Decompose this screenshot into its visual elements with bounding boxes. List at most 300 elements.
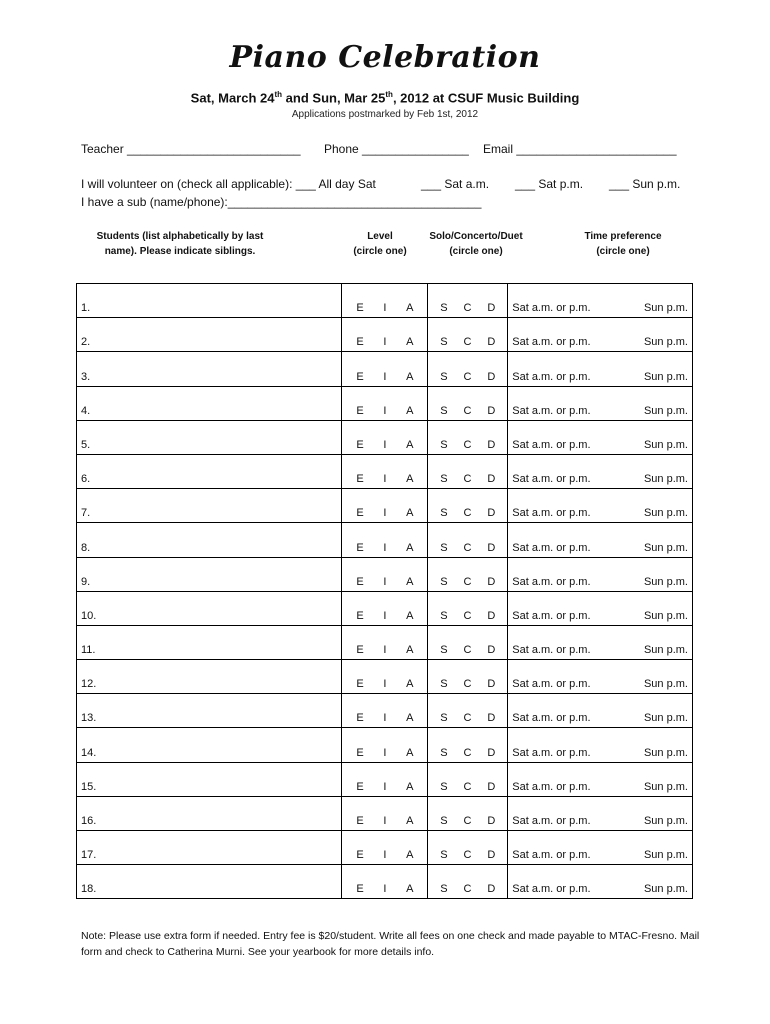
date-part-b: and Sun, Mar 25 (282, 90, 386, 106)
type-cell (428, 489, 508, 523)
type-option[interactable]: D (487, 746, 496, 759)
type-option[interactable]: D (487, 575, 496, 588)
time-option[interactable]: Sat a.m. or p.m. (512, 404, 591, 417)
type-header (418, 229, 534, 259)
time-header-sub: (circle one) (596, 246, 650, 257)
type-cell (428, 352, 508, 386)
table-row (77, 489, 693, 523)
level-option[interactable]: I (383, 575, 387, 588)
type-option[interactable]: S (440, 883, 448, 896)
time-option[interactable]: Sun p.m. (643, 541, 688, 554)
student-name-cell[interactable]: 4. (77, 386, 342, 420)
type-option[interactable]: D (487, 883, 496, 896)
type-option[interactable]: S (440, 644, 448, 657)
type-header-label: Solo/Concerto/Duet (429, 231, 523, 242)
time-option[interactable]: Sun p.m. (643, 883, 688, 896)
level-cell (342, 591, 428, 625)
type-option[interactable]: S (440, 302, 448, 315)
time-header-label: Time preference (584, 231, 662, 242)
time-cell (508, 591, 693, 625)
type-option[interactable]: C (463, 644, 472, 657)
time-option[interactable]: Sat a.m. or p.m. (512, 507, 591, 520)
time-options (512, 371, 688, 383)
level-cell (342, 557, 428, 591)
type-option[interactable]: D (487, 473, 496, 486)
time-option[interactable]: Sun p.m. (643, 507, 688, 520)
type-options (432, 473, 503, 485)
level-option[interactable]: A (406, 404, 414, 417)
type-option[interactable]: D (487, 815, 496, 827)
type-option[interactable]: S (440, 370, 448, 383)
level-option[interactable]: I (383, 336, 387, 349)
level-header-sub: (circle one) (353, 246, 407, 257)
type-option[interactable]: C (463, 780, 472, 793)
time-options (512, 507, 688, 519)
level-options (346, 439, 423, 451)
time-option[interactable]: Sat a.m. or p.m. (512, 609, 591, 622)
type-cell (428, 420, 508, 454)
type-option[interactable]: C (463, 541, 472, 554)
level-option[interactable]: I (383, 678, 387, 691)
level-option[interactable]: A (406, 678, 414, 691)
type-options (432, 678, 503, 690)
type-options (432, 371, 503, 383)
student-name-cell[interactable]: 10. (77, 591, 342, 625)
type-cell (428, 557, 508, 591)
type-option[interactable]: C (463, 438, 472, 451)
time-option[interactable]: Sun p.m. (643, 609, 688, 622)
level-option[interactable]: I (383, 507, 387, 520)
level-cell (342, 454, 428, 488)
student-name-cell[interactable]: 7. (77, 489, 342, 523)
date-part-a: Sat, March 24 (190, 90, 275, 106)
student-name-cell[interactable]: 3. (77, 352, 342, 386)
type-option[interactable]: D (487, 438, 496, 451)
type-cell (428, 318, 508, 352)
time-option[interactable]: Sun p.m. (643, 780, 688, 793)
type-option[interactable]: S (440, 473, 448, 486)
level-header (340, 229, 420, 259)
type-options (432, 849, 503, 861)
type-option[interactable]: C (463, 746, 472, 759)
table-row (77, 557, 693, 591)
time-options (512, 747, 688, 759)
type-option[interactable]: S (440, 609, 448, 622)
time-option[interactable]: Sat a.m. or p.m. (512, 336, 591, 349)
table-row (77, 284, 693, 318)
level-option[interactable]: A (406, 438, 414, 451)
type-options (432, 712, 503, 724)
type-options (432, 781, 503, 793)
type-cell (428, 625, 508, 659)
type-option[interactable]: S (440, 575, 448, 588)
time-cell (508, 660, 693, 694)
level-option[interactable]: A (406, 609, 414, 622)
level-header-label: Level (367, 231, 393, 242)
type-options (432, 439, 503, 451)
time-options (512, 781, 688, 793)
time-cell (508, 625, 693, 659)
type-options (432, 336, 503, 348)
student-name-cell[interactable]: 5. (77, 420, 342, 454)
level-option[interactable]: A (406, 712, 414, 725)
type-option[interactable]: C (463, 883, 472, 896)
time-option[interactable]: Sun p.m. (643, 575, 688, 588)
level-cell (342, 865, 428, 899)
table-row (77, 831, 693, 865)
sub-field[interactable]: I have a sub (name/phone):______________________________________ (81, 195, 482, 209)
type-option[interactable]: D (487, 302, 496, 315)
student-name-cell[interactable]: 8. (77, 523, 342, 557)
type-option[interactable]: S (440, 712, 448, 725)
level-option[interactable]: I (383, 404, 387, 417)
level-options (346, 781, 423, 793)
level-cell (342, 386, 428, 420)
level-cell (342, 660, 428, 694)
time-option[interactable]: Sat a.m. or p.m. (512, 780, 591, 793)
time-cell (508, 523, 693, 557)
level-cell (342, 728, 428, 762)
level-option[interactable]: I (383, 883, 387, 896)
time-options (512, 678, 688, 690)
type-options (432, 302, 503, 314)
type-cell (428, 386, 508, 420)
level-option[interactable]: A (406, 473, 414, 486)
level-option[interactable]: I (383, 473, 387, 486)
time-options (512, 439, 688, 451)
time-cell (508, 386, 693, 420)
type-cell (428, 694, 508, 728)
level-options (346, 371, 423, 383)
time-option[interactable]: Sun p.m. (643, 473, 688, 486)
type-option[interactable]: C (463, 849, 472, 862)
time-options (512, 610, 688, 622)
time-options (512, 405, 688, 417)
type-option[interactable]: D (487, 780, 496, 793)
type-option[interactable]: S (440, 746, 448, 759)
type-options (432, 542, 503, 554)
type-cell (428, 660, 508, 694)
table-row (77, 454, 693, 488)
level-cell (342, 831, 428, 865)
level-option[interactable]: E (356, 541, 364, 554)
type-options (432, 576, 503, 588)
student-name-cell[interactable]: 2. (77, 318, 342, 352)
level-option[interactable]: A (406, 302, 414, 315)
table-row (77, 352, 693, 386)
time-options (512, 473, 688, 485)
time-option[interactable]: Sun p.m. (643, 336, 688, 349)
student-name-cell[interactable]: 11. (77, 625, 342, 659)
time-cell (508, 284, 693, 318)
level-option[interactable]: A (406, 507, 414, 520)
students-table-body (77, 284, 693, 899)
type-option[interactable]: D (487, 849, 496, 862)
time-option[interactable]: Sun p.m. (643, 370, 688, 383)
time-option[interactable]: Sat a.m. or p.m. (512, 712, 591, 725)
time-option[interactable]: Sun p.m. (643, 678, 688, 691)
student-name-cell[interactable]: 15. (77, 762, 342, 796)
level-option[interactable]: A (406, 575, 414, 588)
teacher-field[interactable]: Teacher __________________________ (81, 142, 301, 156)
level-options (346, 644, 423, 656)
student-name-cell[interactable]: 1. (77, 284, 342, 318)
level-cell (342, 625, 428, 659)
time-option[interactable]: Sat a.m. or p.m. (512, 541, 591, 554)
level-option[interactable]: E (356, 507, 364, 520)
time-header (560, 229, 686, 259)
time-option[interactable]: Sat a.m. or p.m. (512, 678, 591, 691)
level-option[interactable]: E (356, 609, 364, 622)
time-options (512, 576, 688, 588)
level-option[interactable]: E (356, 438, 364, 451)
level-cell (342, 489, 428, 523)
type-option[interactable]: S (440, 507, 448, 520)
time-option[interactable]: Sat a.m. or p.m. (512, 438, 591, 451)
time-options (512, 644, 688, 656)
level-option[interactable]: A (406, 541, 414, 554)
level-option[interactable]: E (356, 780, 364, 793)
level-option[interactable]: A (406, 883, 414, 896)
type-cell (428, 523, 508, 557)
time-cell (508, 557, 693, 591)
level-option[interactable]: A (406, 746, 414, 759)
type-option[interactable]: D (487, 712, 496, 725)
time-option[interactable]: Sun p.m. (643, 815, 688, 827)
level-option[interactable]: I (383, 541, 387, 554)
type-option[interactable]: C (463, 404, 472, 417)
level-option[interactable]: I (383, 712, 387, 725)
level-option[interactable]: E (356, 370, 364, 383)
level-option[interactable]: I (383, 609, 387, 622)
type-cell (428, 284, 508, 318)
type-option[interactable]: C (463, 473, 472, 486)
type-cell (428, 865, 508, 899)
level-cell (342, 694, 428, 728)
level-option[interactable]: A (406, 849, 414, 862)
time-option[interactable]: Sat a.m. or p.m. (512, 644, 591, 657)
type-option[interactable]: S (440, 815, 448, 827)
level-option[interactable]: E (356, 712, 364, 725)
time-option[interactable]: Sun p.m. (643, 644, 688, 657)
type-option[interactable]: C (463, 712, 472, 725)
time-options (512, 302, 688, 314)
type-options (432, 507, 503, 519)
table-row (77, 728, 693, 762)
level-option[interactable]: E (356, 302, 364, 315)
time-options (512, 542, 688, 554)
level-option[interactable]: A (406, 644, 414, 657)
type-option[interactable]: S (440, 780, 448, 793)
date-part-c: , 2012 at CSUF Music Building (392, 90, 580, 106)
time-cell (508, 796, 693, 830)
type-option[interactable]: S (440, 849, 448, 862)
time-option[interactable]: Sat a.m. or p.m. (512, 370, 591, 383)
level-cell (342, 318, 428, 352)
level-option[interactable]: I (383, 302, 387, 315)
level-option[interactable]: I (383, 438, 387, 451)
time-options (512, 883, 688, 895)
students-table (76, 283, 693, 899)
level-options (346, 610, 423, 622)
level-option[interactable]: E (356, 644, 364, 657)
level-option[interactable]: I (383, 849, 387, 862)
level-cell (342, 523, 428, 557)
table-row (77, 318, 693, 352)
type-options (432, 815, 503, 827)
level-option[interactable]: A (406, 336, 414, 349)
level-cell (342, 352, 428, 386)
level-options (346, 405, 423, 417)
type-option[interactable]: C (463, 815, 472, 827)
level-option[interactable]: E (356, 746, 364, 759)
time-option[interactable]: Sun p.m. (643, 712, 688, 725)
time-option[interactable]: Sat a.m. or p.m. (512, 746, 591, 759)
type-cell (428, 796, 508, 830)
type-option[interactable]: S (440, 438, 448, 451)
time-cell (508, 420, 693, 454)
type-option[interactable]: D (487, 644, 496, 657)
table-row (77, 625, 693, 659)
level-option[interactable]: E (356, 815, 364, 827)
phone-field[interactable]: Phone ________________ (324, 142, 469, 156)
type-option[interactable]: S (440, 336, 448, 349)
time-cell (508, 318, 693, 352)
level-options (346, 507, 423, 519)
volunteer-sat-pm[interactable]: ___ Sat p.m. (515, 177, 584, 191)
level-option[interactable]: E (356, 336, 364, 349)
level-option[interactable]: E (356, 575, 364, 588)
level-option[interactable]: I (383, 815, 387, 827)
postmark-deadline: Applications postmarked by Feb 1st, 2012 (291, 109, 479, 120)
time-option[interactable]: Sat a.m. or p.m. (512, 575, 591, 588)
time-option[interactable]: Sat a.m. or p.m. (512, 849, 591, 862)
type-option[interactable]: C (463, 575, 472, 588)
student-name-cell[interactable]: 18. (77, 865, 342, 899)
type-option[interactable]: S (440, 404, 448, 417)
type-option[interactable]: D (487, 404, 496, 417)
type-option[interactable]: D (487, 678, 496, 691)
student-name-cell[interactable]: 14. (77, 728, 342, 762)
volunteer-all-day-sat[interactable]: I will volunteer on (check all applicable): ___ All day Sat (81, 177, 376, 191)
time-option[interactable]: Sat a.m. or p.m. (512, 302, 591, 315)
level-option[interactable]: I (383, 746, 387, 759)
student-name-cell[interactable]: 6. (77, 454, 342, 488)
level-option[interactable]: I (383, 780, 387, 793)
level-options (346, 336, 423, 348)
type-cell (428, 831, 508, 865)
type-options (432, 644, 503, 656)
time-option[interactable]: Sat a.m. or p.m. (512, 883, 591, 896)
date-sup-a: th (274, 90, 283, 99)
level-options (346, 747, 423, 759)
time-option[interactable]: Sun p.m. (643, 438, 688, 451)
student-name-cell[interactable]: 9. (77, 557, 342, 591)
student-name-cell[interactable]: 13. (77, 694, 342, 728)
level-cell (342, 284, 428, 318)
level-option[interactable]: E (356, 473, 364, 486)
level-options (346, 712, 423, 724)
time-options (512, 815, 688, 827)
time-option[interactable]: Sun p.m. (643, 746, 688, 759)
type-option[interactable]: D (487, 336, 496, 349)
time-option[interactable]: Sun p.m. (643, 302, 688, 315)
table-row (77, 523, 693, 557)
level-option[interactable]: E (356, 678, 364, 691)
time-cell (508, 831, 693, 865)
type-option[interactable]: C (463, 370, 472, 383)
type-option[interactable]: D (487, 609, 496, 622)
level-option[interactable]: A (406, 780, 414, 793)
level-options (346, 542, 423, 554)
type-header-sub: (circle one) (449, 246, 503, 257)
table-row (77, 660, 693, 694)
level-options (346, 815, 423, 827)
time-cell (508, 489, 693, 523)
student-name-cell[interactable]: 12. (77, 660, 342, 694)
level-option[interactable]: E (356, 404, 364, 417)
level-option[interactable]: I (383, 644, 387, 657)
footer-note: Note: Please use extra form if needed. Entry fee is $20/student. Write all fees on one check and made payable to MTAC-Fresno. Mail form and check to Catherina Murni. See your yearbook for more details info. (81, 930, 700, 958)
level-options (346, 678, 423, 690)
time-cell (508, 352, 693, 386)
event-date-line (0, 90, 770, 105)
table-row (77, 386, 693, 420)
level-options (346, 849, 423, 861)
level-option[interactable]: I (383, 370, 387, 383)
time-options (512, 849, 688, 861)
type-option[interactable]: D (487, 370, 496, 383)
date-sup-b: th (385, 90, 393, 99)
type-option[interactable]: C (463, 678, 472, 691)
volunteer-sat-am[interactable]: ___ Sat a.m. (421, 177, 490, 191)
student-name-cell[interactable]: 16. (77, 796, 342, 830)
type-option[interactable]: C (463, 609, 472, 622)
time-options (512, 336, 688, 348)
type-cell (428, 762, 508, 796)
student-name-cell[interactable]: 17. (77, 831, 342, 865)
volunteer-sun-pm[interactable]: ___ Sun p.m. (609, 177, 681, 191)
level-options (346, 883, 423, 895)
type-options (432, 405, 503, 417)
email-field[interactable]: Email ________________________ (483, 142, 677, 156)
type-option[interactable]: S (440, 678, 448, 691)
time-option[interactable]: Sun p.m. (643, 849, 688, 862)
type-option[interactable]: C (463, 336, 472, 349)
time-cell (508, 694, 693, 728)
level-option[interactable]: A (406, 370, 414, 383)
time-cell (508, 454, 693, 488)
level-option[interactable]: E (356, 883, 364, 896)
type-option[interactable]: D (487, 541, 496, 554)
table-row (77, 796, 693, 830)
type-option[interactable]: S (440, 541, 448, 554)
time-cell (508, 762, 693, 796)
level-option[interactable]: A (406, 815, 414, 827)
type-option[interactable]: C (463, 507, 472, 520)
level-options (346, 302, 423, 314)
level-option[interactable]: E (356, 849, 364, 862)
type-option[interactable]: D (487, 507, 496, 520)
level-cell (342, 762, 428, 796)
level-cell (342, 420, 428, 454)
time-option[interactable]: Sun p.m. (643, 404, 688, 417)
time-option[interactable]: Sat a.m. or p.m. (512, 473, 591, 486)
time-options (512, 712, 688, 724)
students-header: Students (list alphabetically by last name). Please indicate siblings. (96, 231, 264, 257)
type-option[interactable]: C (463, 302, 472, 315)
time-option[interactable]: Sat a.m. or p.m. (512, 815, 591, 827)
